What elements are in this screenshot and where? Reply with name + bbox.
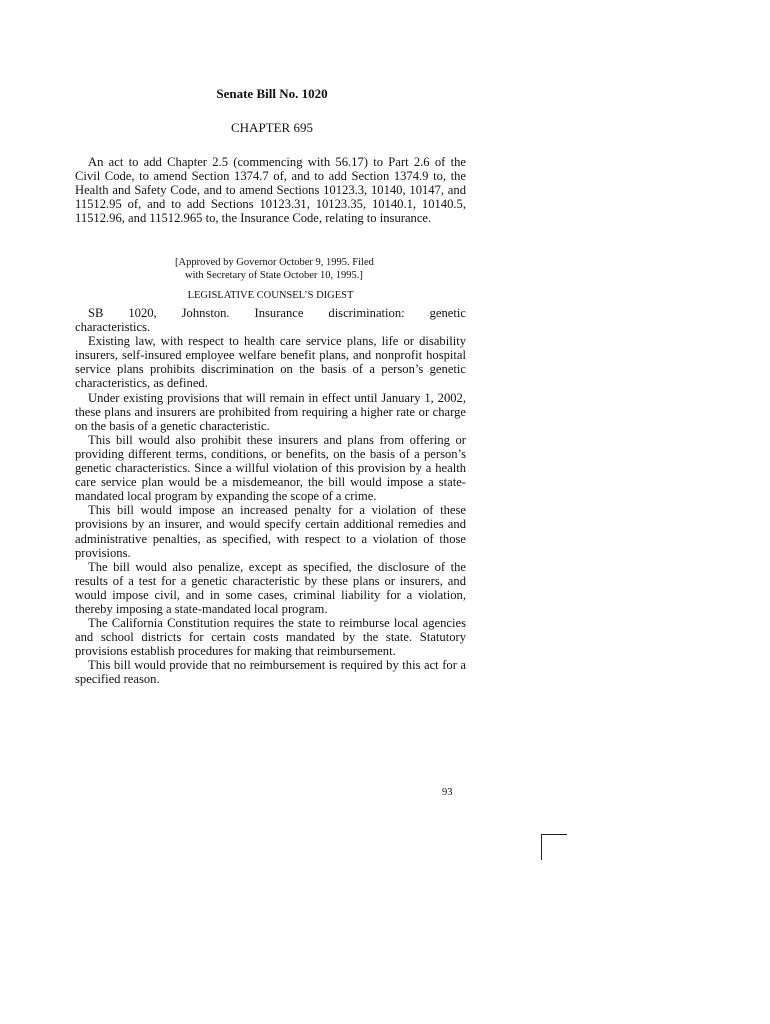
summary-word: discrimination:: [328, 306, 405, 320]
digest-paragraph: The California Constitution requires the state to reimburse local agencies and school districts for certain costs mandated by the state. Statutory provisions establish procedures for making that reimbursement.: [75, 616, 466, 659]
page-number: 93: [442, 787, 453, 798]
digest-paragraph: This bill would also prohibit these insurers and plans from offering or providing different terms, conditions, or benefits, on the basis of a person’s genetic characteristics. Since a willful violation of this provision by a health care service plan would be a misdemeanor, the bill would impose a state-mandated local program by expanding the scope of a crime.: [75, 432, 466, 504]
bill-summary-continued: characteristics.: [75, 320, 151, 335]
crop-mark: [541, 834, 567, 860]
digest-body: [75, 306, 466, 687]
approval-note: [175, 257, 374, 282]
digest-paragraph: The bill would also penalize, except as specified, the disclosure of the results of a test for a genetic characteristic by these plans or insurers, and would impose civil, and in some cases, criminal liability for a violation, thereby imposing a state-mandated local program.: [75, 559, 466, 616]
approval-line-2: with Secretary of State October 10, 1995.]: [185, 269, 363, 281]
summary-word: 1020,: [128, 306, 157, 320]
summary-word: Insurance: [254, 306, 304, 320]
approval-line-1: [Approved by Governor October 9, 1995. Filed: [175, 257, 374, 268]
digest-heading: LEGISLATIVE COUNSEL’S DIGEST: [187, 290, 354, 301]
summary-word: Johnston.: [181, 306, 230, 320]
bill-summary-line: [75, 306, 466, 320]
digest-paragraph: Existing law, with respect to health care service plans, life or disability insurers, self-insured employee welfare benefit plans, and nonprofit hospital service plans prohibits discrimination on the basis of a person’s genetic characteristics, as defined.: [75, 334, 466, 391]
act-description: An act to add Chapter 2.5 (commencing with 56.17) to Part 2.6 of the Civil Code, to amend Section 1374.7 of, and to add Section 1374.9 to, the Health and Safety Code, and to amend Sections 10123.3, 10140, 10147, and 11512.95 of, and to add Sections 10123.31, 10123.35, 10140.1, 10140.5, 11512.96, and 11512.965 to, the Insurance Code, relating to insurance.: [75, 155, 466, 226]
summary-word: genetic: [429, 306, 466, 320]
digest-paragraph: Under existing provisions that will remain in effect until January 1, 2002, these plans and insurers are prohibited from requiring a higher rate or charge on the basis of a genetic characteristic.: [75, 390, 466, 433]
chapter-heading: CHAPTER 695: [231, 120, 313, 135]
digest-paragraph: This bill would provide that no reimbursement is required by this act for a specified reason.: [75, 658, 466, 687]
digest-paragraph: This bill would impose an increased penalty for a violation of these provisions by an insurer, and would specify certain additional remedies and administrative penalties, as specified, with respect to a violation of those provisions.: [75, 503, 466, 560]
bill-title: Senate Bill No. 1020: [216, 86, 328, 101]
summary-word: SB: [88, 306, 104, 320]
